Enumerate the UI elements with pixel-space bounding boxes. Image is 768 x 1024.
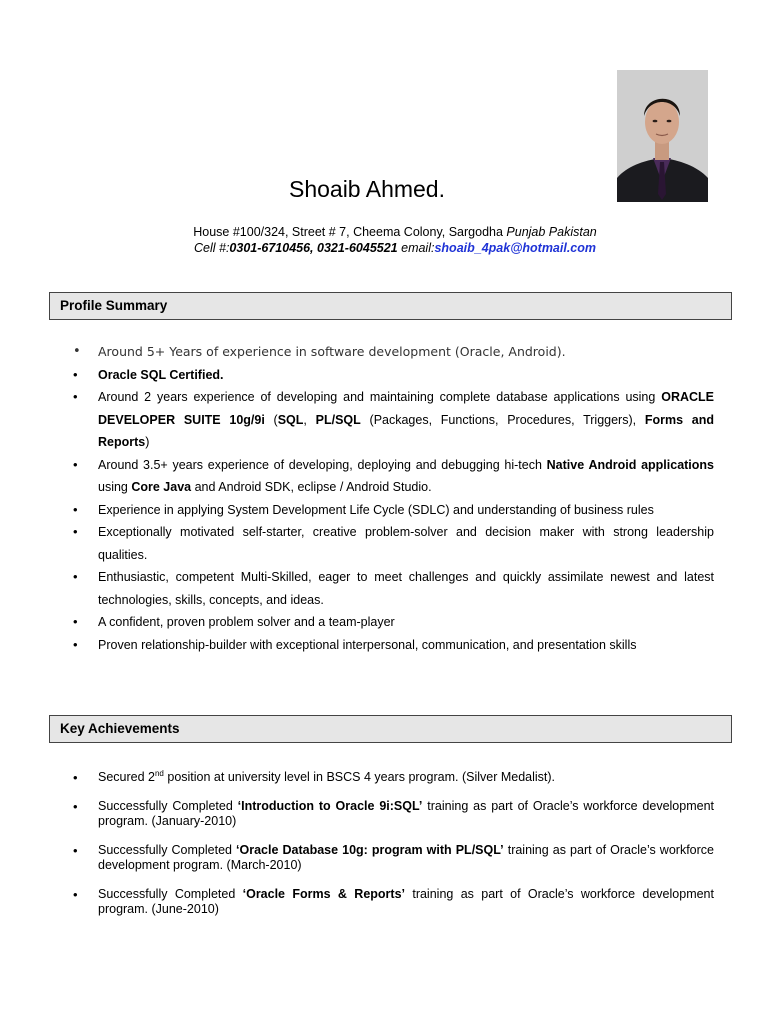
list-item	[72, 341, 714, 364]
list-item	[72, 799, 714, 830]
list-item	[72, 887, 714, 918]
item-text-bold: Native Android applications	[546, 457, 715, 472]
item-text: Experience in applying System Development Life Cycle (SDLC) and understanding of business rules	[98, 502, 654, 517]
item-text: Around 5+ Years of experience in software development (Oracle, Android).	[98, 344, 566, 359]
list-item	[72, 770, 714, 786]
name-text: Shoaib Ahmed.	[288, 176, 445, 202]
item-text: Enthusiastic, competent Multi-Skilled, eager to meet challenges and quickly assimilate newest and latest technologies, skills, concepts, and ideas.	[98, 570, 714, 607]
ordinal-suffix: nd	[154, 768, 164, 778]
item-text-bold: PL/SQL	[315, 412, 361, 427]
list-item	[72, 386, 714, 454]
item-text-bold: Oracle SQL Certified.	[98, 367, 224, 382]
item-text: Successfully Completed	[98, 886, 243, 901]
list-item	[72, 521, 714, 566]
list-item	[72, 454, 714, 499]
profile-summary-title: Profile Summary	[60, 298, 168, 313]
cell-numbers: 0301-6710456, 0321-6045521	[229, 241, 398, 255]
profile-summary-list	[72, 341, 714, 656]
item-text: Successfully Completed	[98, 842, 237, 857]
item-text: Secured 2	[98, 770, 155, 784]
contact-block	[0, 224, 768, 256]
item-text-bold: ‘Oracle Forms & Reports’	[242, 886, 405, 901]
item-text: (	[264, 412, 278, 427]
key-achievements-title: Key Achievements	[60, 721, 180, 736]
candidate-name	[0, 176, 728, 203]
email-label: email:	[397, 241, 435, 255]
phone-email-line	[0, 240, 768, 256]
item-text: training as part of Oracle’s workforce development program. (March-2010)	[98, 842, 714, 872]
item-text-bold: Core Java	[131, 480, 192, 494]
list-item	[72, 634, 714, 657]
item-text: Successfully Completed	[98, 798, 238, 813]
list-item	[72, 364, 714, 387]
item-text: ,	[303, 412, 316, 427]
item-text-bold: ‘Oracle Database 10g: program with PL/SQL’	[236, 842, 504, 857]
key-achievements-list	[72, 770, 714, 931]
address-main: House #100/324, Street # 7, Cheema Colony, Sargodha	[193, 225, 507, 239]
address-region: Punjab Pakistan	[506, 225, 597, 239]
item-text: )	[145, 435, 150, 449]
item-text: training as part of Oracle’s workforce development program. (June-2010)	[98, 886, 714, 916]
email-link[interactable]: shoaib_4pak@hotmail.com	[434, 241, 597, 255]
item-text: Around 2 years experience of developing and maintaining complete database applications using	[98, 390, 662, 404]
item-text-bold: SQL	[277, 412, 304, 427]
item-text: and Android SDK, eclipse / Android Studio.	[191, 480, 432, 494]
item-text: Proven relationship-builder with exceptional interpersonal, communication, and presentation skills	[98, 637, 637, 652]
item-text: Exceptionally motivated self-starter, creative problem-solver and decision maker with strong leadership qualities.	[98, 525, 714, 562]
address-line	[0, 224, 768, 240]
cell-label: Cell #:	[193, 241, 230, 255]
profile-summary-header	[49, 292, 732, 320]
item-text-bold: Forms and Reports	[98, 412, 715, 449]
list-item	[72, 566, 714, 611]
item-text-bold: ‘Introduction to Oracle 9i:SQL’	[237, 798, 423, 813]
item-text: training as part of Oracle’s workforce development program. (January-2010)	[98, 798, 714, 828]
list-item	[72, 843, 714, 874]
list-item	[72, 611, 714, 634]
item-text: using	[98, 480, 132, 494]
item-text-bold: ORACLE DEVELOPER SUITE 10g/9i	[98, 390, 714, 427]
item-text: Around 3.5+ years experience of developing, deploying and debugging hi-tech	[98, 457, 547, 472]
item-text: (Packages, Functions, Procedures, Triggers),	[360, 412, 645, 427]
item-text: A confident, proven problem solver and a team-player	[98, 615, 395, 629]
item-text: position at university level in BSCS 4 years program. (Silver Medalist).	[163, 770, 556, 784]
key-achievements-header	[49, 715, 732, 743]
list-item	[72, 499, 714, 522]
